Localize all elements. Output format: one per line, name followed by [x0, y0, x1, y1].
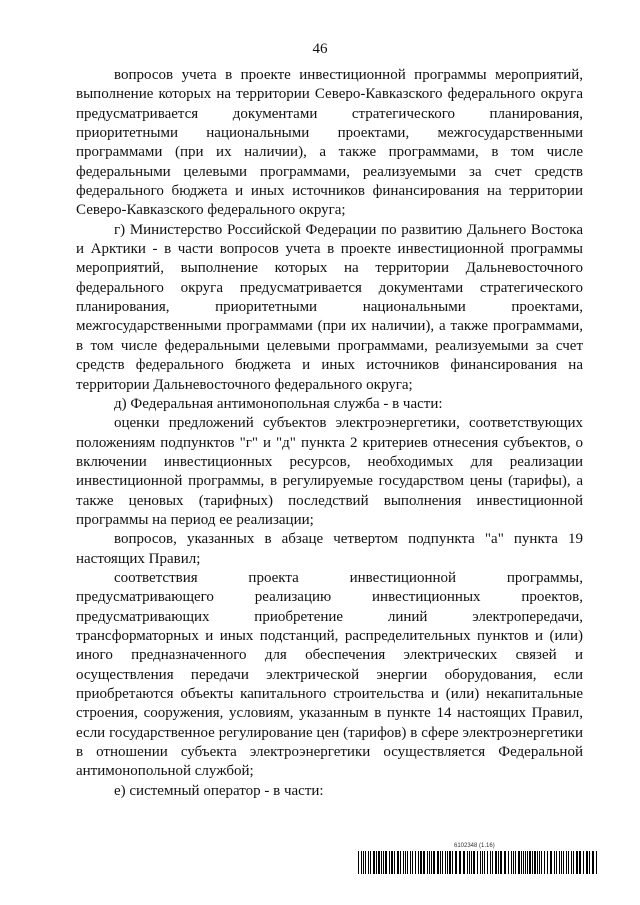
barcode-bar — [467, 851, 468, 874]
barcode-bar — [537, 851, 538, 874]
barcode-bar — [573, 851, 574, 874]
barcode-bar — [373, 851, 375, 874]
document-stamp: 6102348 (1.16) — [454, 843, 495, 849]
barcode-bar — [511, 851, 512, 874]
barcode-bar — [407, 851, 408, 874]
barcode-bar — [521, 851, 522, 874]
barcode-bar — [455, 851, 457, 874]
barcode-bar — [433, 851, 435, 874]
barcode-bar — [365, 851, 366, 874]
barcode-bar — [473, 851, 475, 874]
paragraph-7: е) системный оператор - в части: — [114, 782, 324, 799]
barcode-bar — [471, 851, 472, 874]
barcode-bar — [420, 851, 422, 874]
barcode-bar — [529, 851, 531, 874]
barcode-bar — [525, 851, 526, 874]
paragraph-2: г) Министерство Российской Федерации по развитию Дальнего Востока и Арктики - в части вопросов учета в проекте инвестиционной программы мероприятий, выполнение которых на территории Дальневосточного федерального округа предусматривается документами стратегического планирования, приоритетными национальными проектами, межгосударственными программами (при их наличии), а также программами, в том числе федеральными целевыми программами, реализуемыми за счет средств федерального бюджета и иных источников финансирования на территории Дальневосточного федерального округа; — [76, 221, 583, 393]
barcode-bar — [550, 851, 552, 874]
barcode-bar — [586, 851, 588, 874]
barcode-bar — [370, 851, 371, 874]
barcode-bar — [583, 851, 584, 874]
barcode-bar — [385, 851, 387, 874]
barcode-bar — [363, 851, 364, 874]
barcode-bar — [400, 851, 401, 874]
barcode-bar — [532, 851, 533, 874]
barcode-bar — [559, 851, 560, 874]
barcode-bar — [563, 851, 564, 874]
barcode-bar — [403, 851, 404, 874]
barcode-bar — [566, 851, 567, 874]
barcode-bar — [487, 851, 488, 874]
barcode-bar — [415, 851, 416, 874]
barcode-bar — [381, 851, 382, 874]
barcode-bar — [361, 851, 362, 874]
barcode-bar — [429, 851, 430, 874]
barcode-bar — [561, 851, 562, 874]
document-body — [76, 66, 583, 801]
barcode-bar — [515, 851, 516, 874]
barcode-bar — [484, 851, 485, 874]
barcode-bar — [418, 851, 419, 874]
barcode-bar — [571, 851, 572, 874]
barcode-bar — [412, 851, 413, 874]
barcode-bar — [592, 851, 594, 874]
barcode-bar — [391, 851, 393, 874]
paragraph-4: оценки предложений субъектов электроэнергетики, соответствующих положениям подпунктов "г" и "д" пункта 2 критериев отнесения субъектов, о включении инвестиционных ресурсов, необходимых для реализации инвестиционной программы, в регулируемые государством цены (тарифы), а также ценовых (тарифных) последствий выполнения инвестиционной программы на период ее реализации; — [76, 415, 583, 528]
barcode-bar — [397, 851, 399, 874]
barcode-bar — [539, 851, 540, 874]
barcode-bar — [449, 851, 451, 874]
barcode-bar — [368, 851, 369, 874]
barcode-bar — [383, 851, 384, 874]
barcode-bar — [394, 851, 395, 874]
paragraph-1: вопросов учета в проекте инвестиционной программы мероприятий, выполнение которых на территории Северо-Кавказского федерального округа предусматривается документами стратегического планирования, приоритетными национальными проектами, межгосударственными программами (при их наличии), а также программами, в том числе федеральными целевыми программами, реализуемыми за счет средств федерального бюджета и иных источников финансирования на территории Северо-Кавказского федерального округа; — [76, 67, 583, 219]
barcode-bar — [508, 851, 509, 874]
barcode-bar — [596, 851, 597, 874]
barcode-bar — [440, 851, 441, 874]
barcode-bar — [445, 851, 446, 874]
barcode-bar — [579, 851, 581, 874]
barcode-bar — [431, 851, 432, 874]
paragraph-3: д) Федеральная антимонопольная служба - в части: — [114, 395, 443, 412]
page-number: 46 — [312, 41, 328, 57]
barcode-bar — [589, 851, 590, 874]
barcode-bar — [534, 851, 536, 874]
barcode-bar — [442, 851, 443, 874]
barcode-bar — [541, 851, 542, 874]
barcode-bar — [389, 851, 390, 874]
barcode-bar — [378, 851, 380, 874]
barcode-bar — [463, 851, 465, 874]
barcode-bar — [498, 851, 499, 874]
barcode-bar — [523, 851, 524, 874]
barcode-bar — [437, 851, 439, 874]
barcode-bar — [576, 851, 578, 874]
barcode-bar — [513, 851, 514, 874]
barcode-bar — [527, 851, 528, 874]
barcode-bar — [452, 851, 453, 874]
barcode-bar — [427, 851, 428, 874]
paragraph-5: вопросов, указанных в абзаце четвертом подпункта "а" пункта 19 настоящих Правил; — [76, 531, 583, 567]
barcode-bar — [405, 851, 406, 874]
barcode-bar — [447, 851, 448, 874]
barcode-bar — [480, 851, 481, 874]
barcode-bar — [482, 851, 483, 874]
barcode-bar — [459, 851, 461, 874]
barcode-bar — [376, 851, 377, 874]
barcode-bar — [495, 851, 497, 874]
barcode-bar — [490, 851, 491, 874]
barcode-bar — [556, 851, 557, 874]
barcode-bar — [410, 851, 411, 874]
barcode-bar — [423, 851, 425, 874]
barcode-bar — [547, 851, 548, 874]
barcode-bar — [518, 851, 520, 874]
barcode-bar — [568, 851, 569, 874]
barcode-bar — [492, 851, 493, 874]
paragraph-6: соответствия проекта инвестиционной программы, предусматривающего реализацию инвестиционных проектов, предусматривающих приобретение линий электропередачи, трансформаторных и иных подстанций, распределительных пунктов и (или) иного предназначенного для обеспечения электрических связей и осуществления передачи электрической энергии оборудования, если приобретаются объекты капитального строительства и (или) некапитальные строения, сооружения, условиям, указанным в пункте 14 настоящих Правил, если государственное регулирование цен (тарифов) в сфере электроэнергетики в отношении субъекта электроэнергетики осуществляется Федеральной антимонопольной службой; — [76, 569, 583, 780]
barcode — [358, 851, 598, 874]
barcode-bar — [500, 851, 502, 874]
barcode-bar — [504, 851, 506, 874]
barcode-bar — [358, 851, 359, 874]
barcode-bar — [554, 851, 555, 874]
barcode-bar — [544, 851, 545, 874]
barcode-bar — [469, 851, 470, 874]
barcode-bar — [477, 851, 478, 874]
